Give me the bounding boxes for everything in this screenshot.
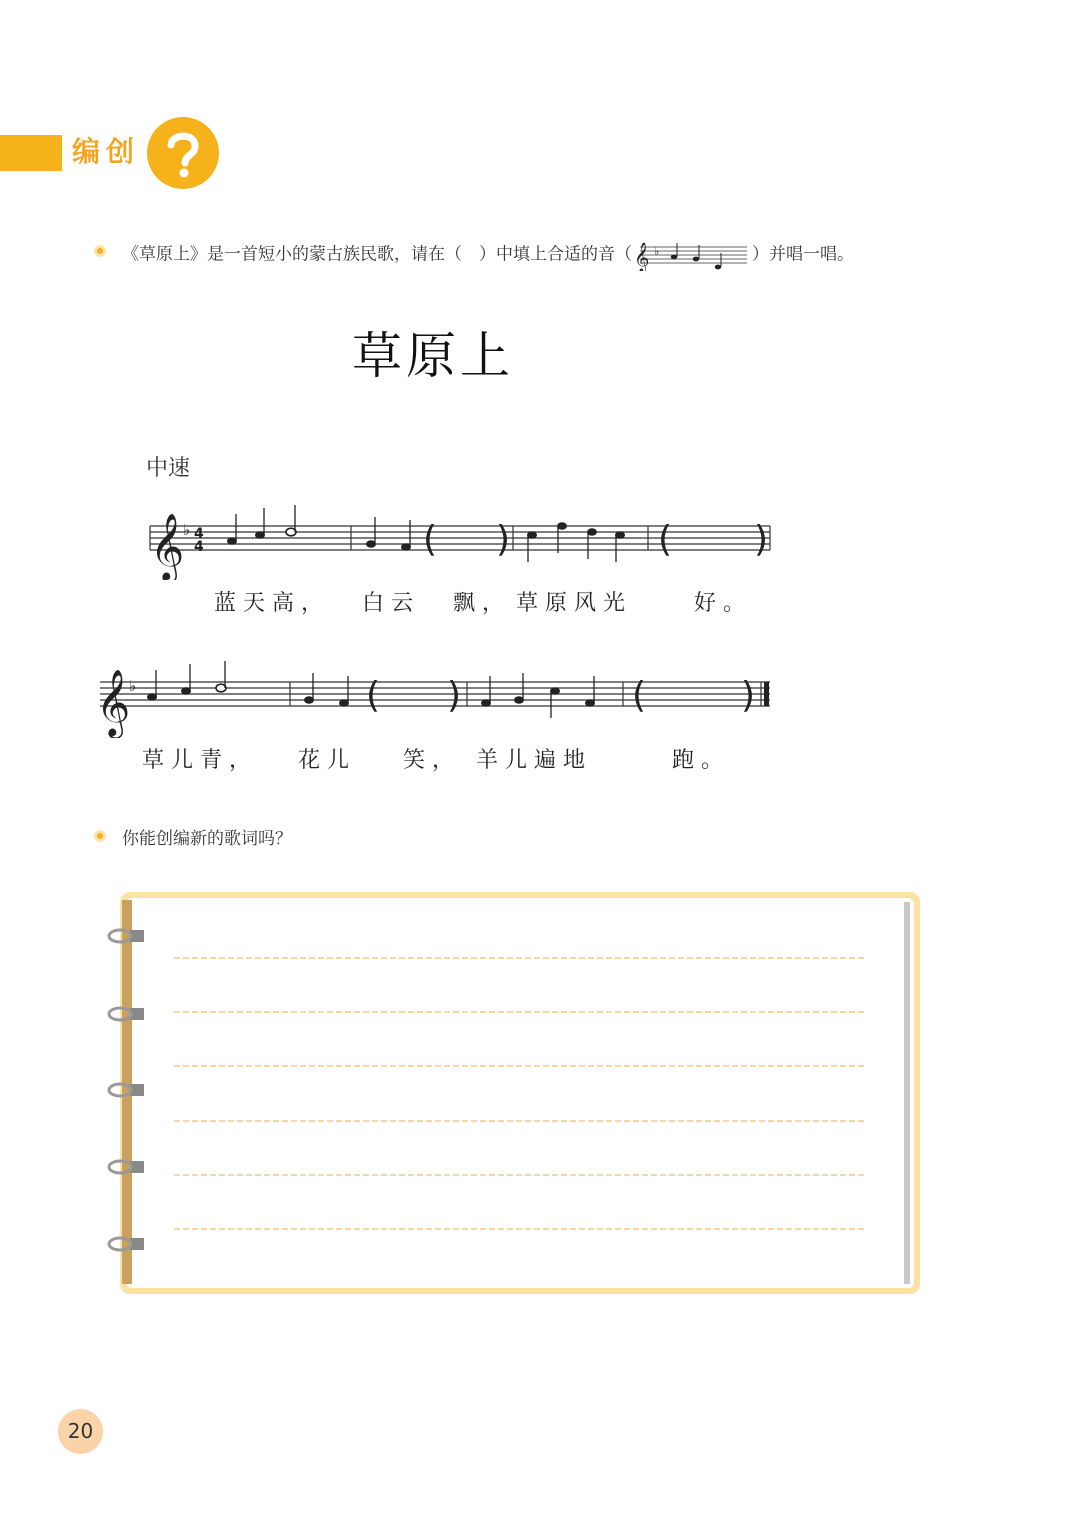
lyrics-notebook bbox=[100, 888, 930, 1300]
song-title: 草原上 bbox=[352, 327, 514, 385]
instruction-text-1 bbox=[122, 239, 854, 271]
time-signature-bottom: 4 bbox=[194, 539, 204, 555]
page-number: 20 bbox=[58, 1409, 103, 1454]
section-title: 编创 bbox=[72, 135, 141, 168]
time-signature-top: 4 bbox=[194, 526, 204, 542]
bullet-icon bbox=[94, 245, 106, 257]
blank-close-paren: ) bbox=[754, 519, 769, 560]
flat-sign-icon: ♭ bbox=[129, 677, 137, 695]
blank-close-paren: ) bbox=[447, 675, 462, 716]
treble-clef-icon: 𝄞 bbox=[150, 512, 185, 580]
instruction-text-after: ）并唱一唱。 bbox=[752, 244, 854, 265]
svg-text:♭: ♭ bbox=[654, 245, 660, 258]
header-accent-bar bbox=[0, 135, 62, 171]
blank-close-paren: ) bbox=[741, 675, 756, 716]
lyric-syllable-group: 笑， bbox=[403, 748, 462, 773]
inline-staff-icon bbox=[632, 239, 752, 271]
flat-sign-icon: ♭ bbox=[183, 521, 191, 539]
blank-open-paren: ( bbox=[366, 675, 381, 716]
question-bulb-icon bbox=[147, 117, 219, 189]
bullet-icon bbox=[94, 830, 106, 842]
lyric-syllable-group: 草原风光 bbox=[516, 591, 633, 616]
blank-open-paren: ( bbox=[423, 519, 438, 560]
instruction-text-before: 《草原上》是一首短小的蒙古族民歌，请在（ ）中填上合适的音（ bbox=[122, 244, 632, 265]
instruction-text-2: 你能创编新的歌词吗？ bbox=[122, 829, 292, 849]
blank-open-paren: ( bbox=[658, 519, 673, 560]
svg-text:𝄞: 𝄞 bbox=[634, 243, 650, 271]
staff-line-1 bbox=[140, 500, 780, 580]
staff-line-2 bbox=[90, 658, 790, 738]
lyric-syllable-group: 好。 bbox=[694, 591, 753, 616]
lyric-syllable-group: 草儿青， bbox=[142, 748, 259, 773]
lyric-syllable-group: 跑。 bbox=[672, 748, 731, 773]
lyric-syllable-group: 白云 bbox=[362, 591, 421, 616]
final-barline bbox=[764, 682, 769, 706]
lyric-syllable-group: 花儿 bbox=[298, 748, 357, 773]
lyric-syllable-group: 飘， bbox=[453, 591, 512, 616]
treble-clef-icon: 𝄞 bbox=[96, 668, 131, 736]
tempo-marking: 中速 bbox=[146, 456, 191, 481]
blank-close-paren: ) bbox=[496, 519, 511, 560]
lyric-syllable-group: 蓝天高， bbox=[214, 591, 331, 616]
lyric-syllable-group: 羊儿遍地 bbox=[476, 748, 593, 773]
blank-open-paren: ( bbox=[632, 675, 647, 716]
